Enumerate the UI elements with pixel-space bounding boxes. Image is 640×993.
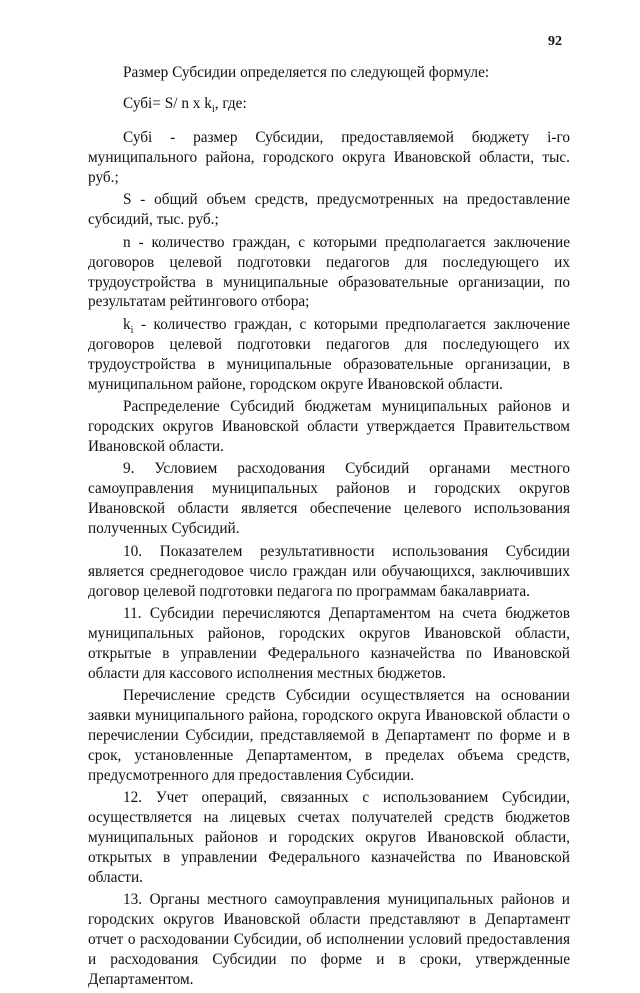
definition-term: n: [123, 233, 131, 251]
formula-lhs: Субi= S/ n x k: [123, 95, 212, 112]
paragraph-10: 10. Показателем результативности использования Субсидии является среднегодовое число граждан или обучающихся, заключивших договор целевой подготовки педагога по программам бакалавриата.: [88, 542, 570, 600]
paragraph-transfer: Перечисление средств Субсидии осуществляется на основании заявки муниципального района, городского округа Ивановской области о перечислении Субсидии, представляемой в Департамент по форме и в срок, установленные Департаментом, в пределах объема средств, предусмотренного для предоставления Субсидии.: [88, 687, 570, 784]
definition-subi: [88, 128, 570, 188]
formula-tail: , где:: [214, 95, 247, 112]
intro-text: Размер Субсидии определяется по следующей формуле:: [123, 64, 490, 81]
definition-subscript: i: [130, 324, 134, 336]
definition-term: k: [123, 315, 131, 333]
page-number: 92: [548, 34, 562, 49]
definition-ki: [88, 315, 570, 395]
formula-subscript: i: [211, 104, 215, 116]
definition-term: Субi: [123, 129, 153, 146]
paragraph-13: 13. Органы местного самоуправления муниципальных районов и городских округов Ивановской области представляют в Департамент отчет о расходовании Субсидии, об исполнении условий предоставления и расходования Субсидии по форме и в сроки, утвержденные Департаментом.: [88, 891, 570, 989]
document-body: [88, 128, 570, 993]
definition-text: - размер Субсидии, предоставляемой бюджету i-го муниципального района, городского округа Ивановской области, тыс. руб.;: [88, 129, 570, 186]
definition-text: - количество граждан, с которыми предполагается заключение договоров целевой подготовки педагогов для последующего их трудоустройства в муниципальные образовательные организации, в муниципальном районе, городском округе Ивановской области.: [88, 315, 570, 393]
definition-s: [88, 190, 570, 230]
formula-line: [88, 94, 570, 117]
intro-paragraph: [88, 63, 570, 93]
definition-n: [88, 233, 570, 313]
formula: [88, 94, 570, 114]
paragraph-12: 12. Учет операций, связанных с использованием Субсидии, осуществляется на лицевых счетах получателей средств бюджетов муниципальных районов и городских округов Ивановской области, открытых в управлении Федерального казначейства по Ивановской области.: [88, 789, 570, 886]
paragraph-9: 9. Условием расходования Субсидий органами местного самоуправления муниципальных районов и городских округов Ивановской области является обеспечение целевого использования полученных Субсидий.: [88, 460, 570, 538]
paragraph-distribution: Распределение Субсидий бюджетам муниципальных районов и городских округов Ивановской области утверждается Правительством Ивановской области.: [88, 398, 570, 455]
definition-text: - общий объем средств, предусмотренных на предоставление субсидий, тыс. руб.;: [88, 191, 570, 229]
definition-text: - количество граждан, с которыми предполагается заключение договоров целевой подготовки педагогов для последующего их трудоустройства в муниципальные образовательные организации, по результатам рейтингового отбора;: [88, 233, 570, 311]
paragraph-11: 11. Субсидии перечисляются Департаментом на счета бюджетов муниципальных районов, городских округов Ивановской области, открытые в управлении Федерального казначейства по Ивановской области для кассового исполнения местных бюджетов.: [88, 605, 570, 682]
definition-term: S: [123, 191, 132, 209]
